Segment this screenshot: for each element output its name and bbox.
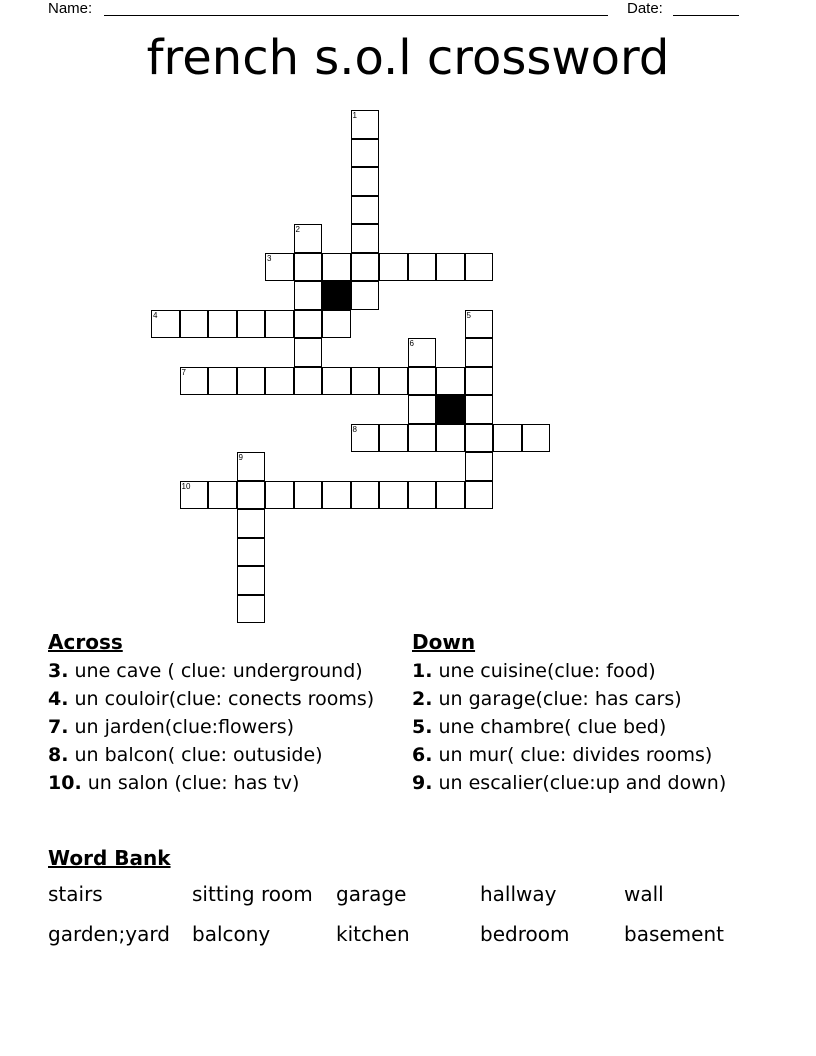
grid-cell[interactable]	[294, 281, 323, 310]
word-bank-heading: Word Bank	[48, 846, 171, 870]
grid-cell[interactable]	[322, 310, 351, 339]
grid-cell[interactable]	[294, 367, 323, 396]
grid-cell[interactable]	[180, 481, 209, 510]
grid-cell[interactable]	[351, 253, 380, 282]
grid-cell[interactable]	[408, 424, 437, 453]
page-title: french s.o.l crossword	[146, 30, 670, 86]
grid-cell[interactable]	[237, 566, 266, 595]
grid-cell[interactable]	[436, 367, 465, 396]
grid-cell[interactable]	[408, 253, 437, 282]
word-bank-item: stairs	[48, 882, 103, 906]
grid-cell[interactable]	[408, 395, 437, 424]
word-bank-item: bedroom	[480, 922, 570, 946]
clue-text: un salon (clue: has tv)	[81, 772, 300, 794]
word-bank	[48, 882, 768, 946]
grid-cell[interactable]	[294, 310, 323, 339]
grid-cell[interactable]	[465, 395, 494, 424]
clue-text: un garage(clue: has cars)	[432, 688, 682, 710]
clue-text: un couloir(clue: conects rooms)	[68, 688, 375, 710]
clue-number: 7	[181, 367, 186, 377]
word-bank-item: basement	[624, 922, 724, 946]
grid-cell[interactable]	[379, 424, 408, 453]
clue-number: 4.	[48, 688, 69, 710]
word-bank-item: garage	[336, 882, 407, 906]
clue-number: 10	[181, 481, 191, 491]
grid-cell[interactable]	[237, 595, 266, 624]
grid-cell[interactable]	[408, 481, 437, 510]
down-clue-list	[412, 660, 772, 800]
grid-cell[interactable]	[180, 310, 209, 339]
grid-cell[interactable]	[351, 224, 380, 253]
clue-number: 2.	[412, 688, 433, 710]
grid-cell[interactable]	[465, 481, 494, 510]
grid-cell[interactable]	[436, 424, 465, 453]
word-bank-item: sitting room	[192, 882, 313, 906]
word-bank-item: balcony	[192, 922, 271, 946]
grid-cell[interactable]	[522, 424, 551, 453]
clue-number: 8	[352, 424, 357, 434]
clue-text: une cuisine(clue: food)	[432, 660, 656, 682]
word-bank-item: wall	[624, 882, 664, 906]
grid-cell[interactable]	[180, 367, 209, 396]
grid-cell[interactable]	[208, 481, 237, 510]
grid-cell[interactable]	[294, 338, 323, 367]
grid-cell[interactable]	[237, 310, 266, 339]
name-label: Name:	[48, 0, 93, 17]
clue-number: 5.	[412, 716, 433, 738]
word-bank-item: garden;yard	[48, 922, 170, 946]
grid-cell[interactable]	[151, 310, 180, 339]
grid-cell[interactable]	[294, 253, 323, 282]
clue-number: 9.	[412, 772, 433, 794]
down-clue	[412, 688, 772, 710]
clue-text: un jarden(clue:flowers)	[68, 716, 295, 738]
grid-cell[interactable]	[237, 481, 266, 510]
grid-cell[interactable]	[351, 481, 380, 510]
across-clue	[48, 716, 378, 738]
across-clue	[48, 688, 378, 710]
clue-text: une chambre( clue bed)	[432, 716, 667, 738]
grid-cell[interactable]	[237, 452, 266, 481]
black-square	[322, 281, 351, 310]
grid-cell[interactable]	[265, 253, 294, 282]
clue-number: 3	[267, 253, 272, 263]
grid-cell[interactable]	[208, 367, 237, 396]
clue-number: 10.	[48, 772, 82, 794]
grid-cell[interactable]	[379, 481, 408, 510]
grid-cell[interactable]	[237, 367, 266, 396]
grid-cell[interactable]	[294, 224, 323, 253]
grid-cell[interactable]	[237, 538, 266, 567]
grid-cell[interactable]	[351, 167, 380, 196]
clue-number: 3.	[48, 660, 69, 682]
grid-cell[interactable]	[379, 253, 408, 282]
grid-cell[interactable]	[379, 367, 408, 396]
grid-cell[interactable]	[465, 253, 494, 282]
grid-cell[interactable]	[465, 424, 494, 453]
grid-cell[interactable]	[465, 367, 494, 396]
grid-cell[interactable]	[322, 253, 351, 282]
across-clue	[48, 660, 378, 682]
grid-cell[interactable]	[465, 452, 494, 481]
grid-cell[interactable]	[351, 139, 380, 168]
across-heading: Across	[48, 630, 123, 654]
across-clue-list	[48, 660, 378, 800]
clue-number: 7.	[48, 716, 69, 738]
grid-cell[interactable]	[351, 196, 380, 225]
clue-number: 6.	[412, 744, 433, 766]
word-bank-item: hallway	[480, 882, 557, 906]
grid-cell[interactable]	[351, 367, 380, 396]
grid-cell[interactable]	[351, 281, 380, 310]
grid-cell[interactable]	[408, 338, 437, 367]
clue-number: 1	[352, 111, 357, 120]
grid-cell[interactable]	[208, 310, 237, 339]
grid-cell[interactable]	[322, 481, 351, 510]
clue-number: 9	[238, 453, 243, 462]
grid-cell[interactable]	[493, 424, 522, 453]
grid-cell[interactable]	[436, 481, 465, 510]
black-square	[436, 395, 465, 424]
date-label: Date:	[627, 0, 663, 17]
clue-number: 5	[466, 310, 471, 320]
grid-cell[interactable]	[237, 509, 266, 538]
grid-cell[interactable]	[294, 481, 323, 510]
down-clue	[412, 660, 772, 682]
grid-cell[interactable]	[351, 424, 380, 453]
down-clue	[412, 716, 772, 738]
grid-cell[interactable]	[265, 367, 294, 396]
clue-number: 2	[295, 225, 300, 234]
word-bank-item: kitchen	[336, 922, 410, 946]
grid-cell[interactable]	[322, 367, 351, 396]
clue-text: un balcon( clue: outuside)	[68, 744, 323, 766]
grid-cell[interactable]	[465, 310, 494, 339]
grid-cell[interactable]	[265, 310, 294, 339]
down-clue	[412, 772, 772, 794]
down-clue	[412, 744, 772, 766]
clue-text: un mur( clue: divides rooms)	[432, 744, 713, 766]
down-heading: Down	[412, 630, 476, 654]
clue-text: une cave ( clue: underground)	[68, 660, 363, 682]
grid-cell[interactable]	[465, 338, 494, 367]
across-clue	[48, 744, 378, 766]
clue-number: 1.	[412, 660, 433, 682]
grid-cell[interactable]	[408, 367, 437, 396]
clue-number: 8.	[48, 744, 69, 766]
grid-cell[interactable]	[351, 110, 380, 139]
across-clue	[48, 772, 378, 794]
grid-cell[interactable]	[265, 481, 294, 510]
clue-text: un escalier(clue:up and down)	[432, 772, 727, 794]
clue-number: 6	[409, 339, 414, 348]
grid-cell[interactable]	[436, 253, 465, 282]
clue-number: 4	[153, 310, 158, 320]
